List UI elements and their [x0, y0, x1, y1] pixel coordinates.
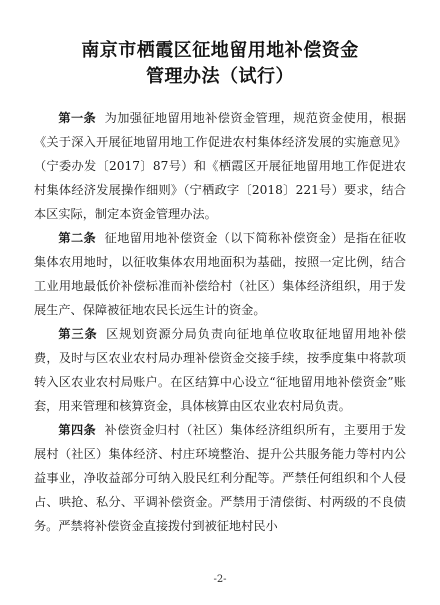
article-label: 第四条	[58, 423, 97, 437]
article-label: 第二条	[58, 231, 97, 245]
article-label: 第三条	[58, 327, 98, 341]
article-2	[34, 226, 406, 322]
article-3	[34, 322, 406, 418]
article-text: 征地留用地补偿资金（以下简称补偿资金）是指在征收集体农用地时，以征收集体农用地面积为基础，按照一定比例，结合工业用地最低价补偿标准而补偿给村（社区）集体经济组织，用于发展生产、保障被征地农民长远生计的资金。	[34, 231, 407, 317]
article-text: 为加强征地留用地补偿资金管理，规范资金使用，根据《关于深入开展征地留用地工作促进农村集体经济发展的实施意见》（宁委办发〔2017〕87号）和《栖霞区开展征地留用地工作促进农村集体经济发展操作细则》（宁栖政字〔2018〕221号）要求，结合本区实际，制定本资金管理办法。	[34, 111, 407, 221]
article-4	[34, 418, 406, 538]
article-text: 区规划资源分局负责向征地单位收取征地留用地补偿费，及时与区农业农村局办理补偿资金交接手续，按季度集中将款项转入区农业农村局账户。在区结算中心设立“征地留用地补偿资金”账套，用来管理和核算资金，具体核算由区农业农村局负责。	[34, 327, 407, 413]
article-label: 第一条	[58, 111, 97, 125]
document-title-line1: 南京市栖霞区征地留用地补偿资金	[81, 40, 359, 61]
article-1	[34, 106, 406, 226]
page-number: -2-	[213, 574, 227, 585]
article-text: 补偿资金归村（社区）集体经济组织所有，主要用于发展村（社区）集体经济、村庄环境整治、提升公共服务能力等村内公益事业，净收益部分可纳入股民红利分配等。严禁任何组织和个人侵占、哄抢、私分、平调补偿资金。严禁用于清偿街、村两级的不良债务。严禁将补偿资金直接拨付到被征地村民小	[34, 423, 407, 533]
document-body	[34, 106, 406, 538]
document-title-line2: 管理办法（试行）	[146, 66, 294, 87]
